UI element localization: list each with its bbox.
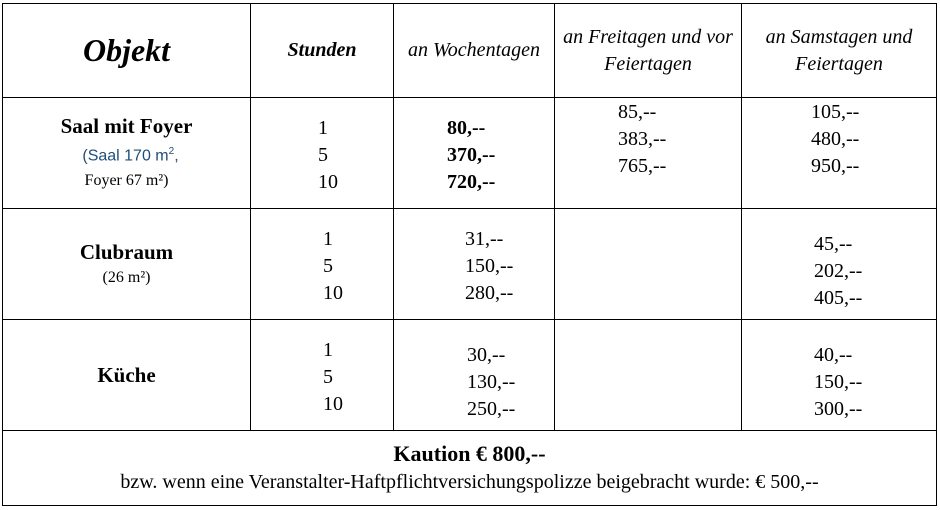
object-cell: [3, 320, 251, 431]
price-table: [2, 3, 937, 506]
hours-value: 10: [318, 171, 338, 193]
footer-cell: [3, 431, 937, 506]
weekday-price-cell: [394, 209, 555, 320]
price-value: 31,--: [465, 228, 504, 250]
price-table-sheet: [2, 3, 936, 505]
friday-price-cell: [555, 209, 742, 320]
hours-cell: [251, 320, 394, 431]
object-name: Clubraum: [79, 239, 174, 264]
price-value: 80,--: [447, 117, 486, 139]
hours-value: 5: [323, 366, 333, 388]
price-value: 383,--: [618, 128, 667, 150]
saturday-price-cell: [742, 98, 937, 209]
footer-row: [3, 431, 937, 506]
price-value: 105,--: [811, 101, 860, 123]
object-size: [3, 140, 250, 168]
price-value: 280,--: [465, 282, 514, 304]
header-stunden: Stunden: [251, 4, 394, 98]
weekday-price-cell: [394, 320, 555, 431]
object-size: (26 m²): [102, 268, 151, 286]
hours-value: 10: [323, 393, 343, 415]
price-value: 950,--: [811, 155, 860, 177]
price-value: 40,--: [814, 344, 853, 366]
object-cell: [3, 98, 251, 209]
object-size-text: (Saal 170 m: [82, 147, 169, 165]
object-size-foyer: Foyer 67 m²): [84, 171, 169, 189]
saturday-price-cell: [742, 209, 937, 320]
price-value: 30,--: [467, 344, 506, 366]
header-wochentage: an Wochentagen: [394, 4, 555, 98]
header-freitage: an Freitagen und vor Feiertagen: [555, 4, 742, 98]
price-value: 45,--: [814, 233, 853, 255]
table-row: [3, 209, 937, 320]
price-value: 765,--: [618, 155, 667, 177]
weekday-price-cell: [394, 98, 555, 209]
object-name: Küche: [97, 362, 156, 387]
header-samstage: an Samstagen und Feiertagen: [742, 4, 937, 98]
price-value: 150,--: [465, 255, 514, 277]
price-value: 300,--: [814, 398, 863, 420]
price-value: 85,--: [618, 101, 657, 123]
hours-value: 5: [323, 255, 333, 277]
price-value: 720,--: [447, 171, 496, 193]
object-size-exponent: 2: [168, 146, 175, 158]
table-header-row: [3, 4, 937, 98]
hours-cell: [251, 98, 394, 209]
price-value: 405,--: [814, 287, 863, 309]
saturday-price-cell: [742, 320, 937, 431]
kaution-title: Kaution € 800,--: [393, 441, 546, 466]
header-objekt: Objekt: [3, 4, 251, 98]
friday-price-cell: [555, 98, 742, 209]
table-row: [3, 98, 937, 209]
price-value: 202,--: [814, 260, 863, 282]
hours-cell: [251, 209, 394, 320]
object-size-comma: ,: [174, 147, 179, 165]
price-value: 130,--: [467, 371, 516, 393]
object-name: Saal mit Foyer: [60, 114, 193, 139]
hours-value: 1: [318, 117, 328, 139]
price-value: 480,--: [811, 128, 860, 150]
table-row: [3, 320, 937, 431]
object-cell: [3, 209, 251, 320]
hours-value: 10: [323, 282, 343, 304]
price-value: 150,--: [814, 371, 863, 393]
friday-price-cell: [555, 320, 742, 431]
price-value: 250,--: [467, 398, 516, 420]
hours-value: 5: [318, 144, 328, 166]
price-value: 370,--: [447, 144, 496, 166]
hours-value: 1: [323, 339, 333, 361]
hours-value: 1: [323, 228, 333, 250]
kaution-note: bzw. wenn eine Veranstalter-Haftpflichtversichungspolizze beigebracht wurde: € 500,--: [120, 471, 819, 493]
